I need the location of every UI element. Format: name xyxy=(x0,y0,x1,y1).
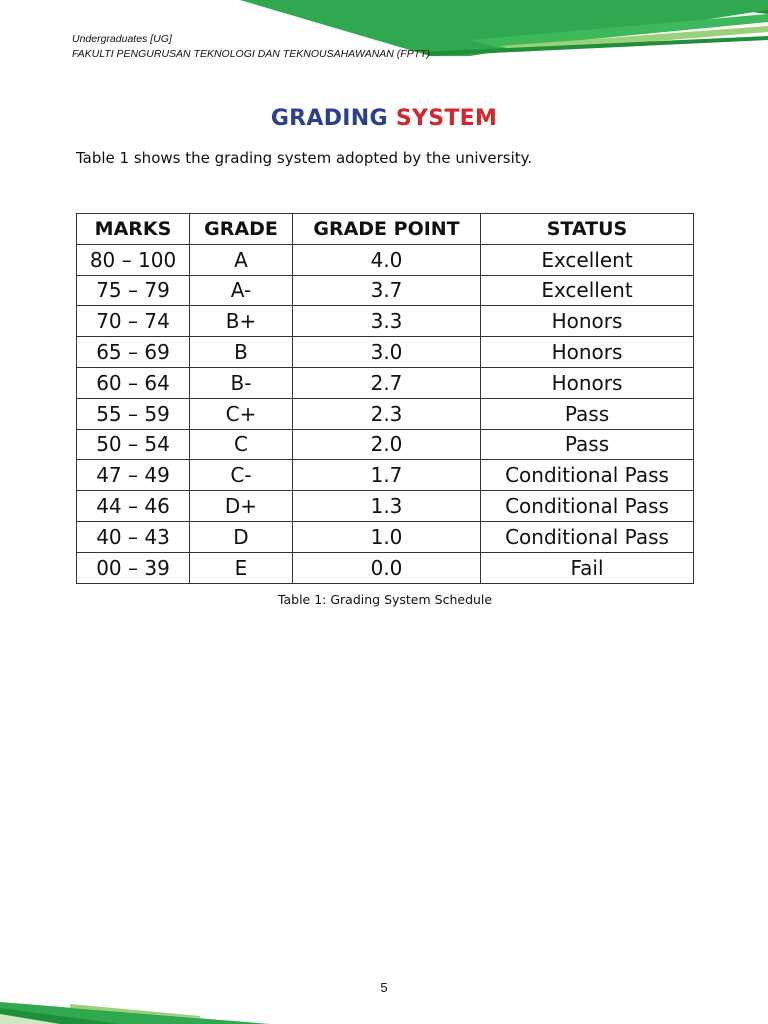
header-grade-point: GRADE POINT xyxy=(293,214,481,245)
cell-grade-point: 1.3 xyxy=(293,491,481,522)
header-status: STATUS xyxy=(481,214,694,245)
cell-grade: D xyxy=(190,521,293,552)
cell-grade: B+ xyxy=(190,306,293,337)
table-row xyxy=(77,429,694,460)
cell-status: Conditional Pass xyxy=(481,491,694,522)
title-part-2: SYSTEM xyxy=(395,106,498,131)
cell-marks: 75 – 79 xyxy=(77,275,190,306)
cell-marks: 00 – 39 xyxy=(77,552,190,583)
cell-grade: E xyxy=(190,552,293,583)
cell-status: Conditional Pass xyxy=(481,521,694,552)
table-row xyxy=(77,306,694,337)
document-header xyxy=(72,32,430,62)
intro-paragraph: Table 1 shows the grading system adopted by the university. xyxy=(76,149,533,167)
cell-marks: 80 – 100 xyxy=(77,244,190,275)
table-row xyxy=(77,275,694,306)
table-row xyxy=(77,244,694,275)
cell-grade: B- xyxy=(190,367,293,398)
header-marks: MARKS xyxy=(77,214,190,245)
page-title xyxy=(0,106,768,131)
cell-status: Honors xyxy=(481,306,694,337)
table-caption: Table 1: Grading System Schedule xyxy=(277,592,493,607)
cell-status: Excellent xyxy=(481,244,694,275)
cell-status: Pass xyxy=(481,429,694,460)
cell-grade-point: 1.0 xyxy=(293,521,481,552)
table-row xyxy=(77,367,694,398)
cell-grade: C- xyxy=(190,460,293,491)
cell-marks: 47 – 49 xyxy=(77,460,190,491)
cell-marks: 60 – 64 xyxy=(77,367,190,398)
cell-marks: 55 – 59 xyxy=(77,398,190,429)
cell-grade: B xyxy=(190,337,293,368)
cell-grade-point: 2.3 xyxy=(293,398,481,429)
table-row xyxy=(77,552,694,583)
table-row xyxy=(77,521,694,552)
cell-grade: D+ xyxy=(190,491,293,522)
cell-grade-point: 3.7 xyxy=(293,275,481,306)
grading-table xyxy=(76,213,694,584)
cell-grade-point: 4.0 xyxy=(293,244,481,275)
cell-marks: 65 – 69 xyxy=(77,337,190,368)
cell-status: Excellent xyxy=(481,275,694,306)
cell-grade-point: 1.7 xyxy=(293,460,481,491)
table-row xyxy=(77,460,694,491)
cell-grade-point: 2.0 xyxy=(293,429,481,460)
cell-grade: A- xyxy=(190,275,293,306)
cell-grade-point: 0.0 xyxy=(293,552,481,583)
table-row xyxy=(77,491,694,522)
cell-grade: A xyxy=(190,244,293,275)
cell-grade: C xyxy=(190,429,293,460)
header-line-2: FAKULTI PENGURUSAN TEKNOLOGI DAN TEKNOUSAHAWANAN (FPTT) xyxy=(72,48,431,60)
cell-marks: 50 – 54 xyxy=(77,429,190,460)
cell-grade-point: 2.7 xyxy=(293,367,481,398)
cell-grade-point: 3.0 xyxy=(293,337,481,368)
table-row xyxy=(77,398,694,429)
cell-status: Conditional Pass xyxy=(481,460,694,491)
cell-grade-point: 3.3 xyxy=(293,306,481,337)
table-row xyxy=(77,337,694,368)
cell-grade: C+ xyxy=(190,398,293,429)
cell-status: Fail xyxy=(481,552,694,583)
cell-marks: 40 – 43 xyxy=(77,521,190,552)
cell-marks: 70 – 74 xyxy=(77,306,190,337)
cell-status: Honors xyxy=(481,337,694,368)
cell-marks: 44 – 46 xyxy=(77,491,190,522)
header-grade: GRADE xyxy=(190,214,293,245)
cell-status: Honors xyxy=(481,367,694,398)
title-part-1: GRADING xyxy=(270,106,388,131)
table-header-row xyxy=(77,214,694,245)
header-line-1: Undergraduates [UG] xyxy=(72,33,172,45)
cell-status: Pass xyxy=(481,398,694,429)
page-number: 5 xyxy=(380,980,388,995)
